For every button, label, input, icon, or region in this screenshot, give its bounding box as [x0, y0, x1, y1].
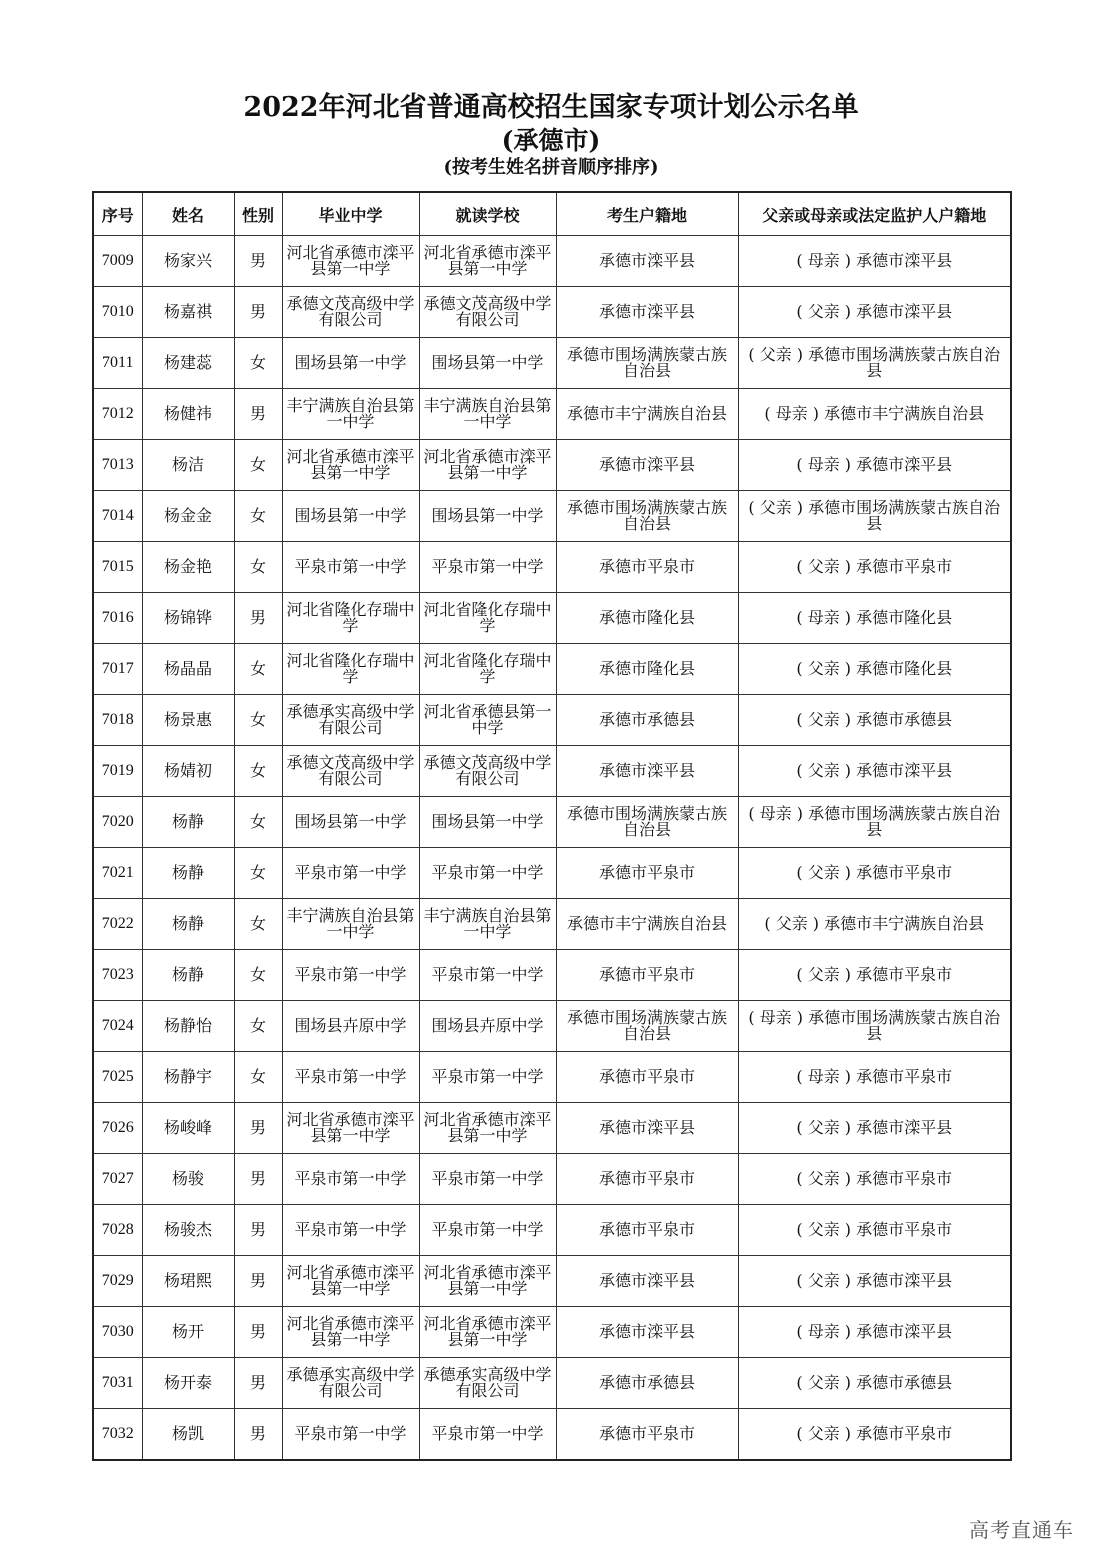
cell-graduated-school: 河北省隆化存瑞中学	[282, 593, 419, 644]
cell-guardian-household: ( 父亲 ) 承德市平泉市	[738, 848, 1011, 899]
table-row	[93, 1052, 1011, 1103]
cell-name: 杨锦铧	[142, 593, 234, 644]
cell-gender: 女	[234, 1001, 282, 1052]
cell-current-school: 丰宁满族自治县第一中学	[419, 389, 556, 440]
cell-graduated-school: 承德文茂高级中学有限公司	[282, 287, 419, 338]
table-row	[93, 848, 1011, 899]
cell-household: 承德市平泉市	[556, 1205, 738, 1256]
table-header-row	[93, 192, 1011, 236]
cell-guardian-household: ( 父亲 ) 承德市平泉市	[738, 950, 1011, 1001]
col-header-name: 姓名	[142, 192, 234, 236]
cell-graduated-school: 平泉市第一中学	[282, 1052, 419, 1103]
table-row	[93, 593, 1011, 644]
table-row	[93, 236, 1011, 287]
table-row	[93, 644, 1011, 695]
cell-gender: 男	[234, 389, 282, 440]
cell-household: 承德市围场满族蒙古族自治县	[556, 1001, 738, 1052]
table-row	[93, 389, 1011, 440]
cell-guardian-household: ( 父亲 ) 承德市滦平县	[738, 287, 1011, 338]
cell-index: 7018	[93, 695, 142, 746]
cell-name: 杨静	[142, 899, 234, 950]
cell-guardian-household: ( 父亲 ) 承德市滦平县	[738, 1103, 1011, 1154]
cell-household: 承德市丰宁满族自治县	[556, 389, 738, 440]
table-row	[93, 440, 1011, 491]
cell-index: 7032	[93, 1409, 142, 1461]
cell-name: 杨静	[142, 797, 234, 848]
cell-guardian-household: ( 父亲 ) 承德市平泉市	[738, 542, 1011, 593]
cell-current-school: 承德承实高级中学有限公司	[419, 1358, 556, 1409]
watermark-text: 高考直通车	[969, 1518, 1074, 1542]
cell-index: 7029	[93, 1256, 142, 1307]
cell-household: 承德市滦平县	[556, 287, 738, 338]
cell-guardian-household: ( 母亲 ) 承德市平泉市	[738, 1052, 1011, 1103]
table-row	[93, 1358, 1011, 1409]
cell-index: 7031	[93, 1358, 142, 1409]
table-row	[93, 1307, 1011, 1358]
cell-current-school: 平泉市第一中学	[419, 542, 556, 593]
cell-current-school: 丰宁满族自治县第一中学	[419, 899, 556, 950]
cell-guardian-household: ( 父亲 ) 承德市围场满族蒙古族自治县	[738, 491, 1011, 542]
cell-current-school: 围场县第一中学	[419, 491, 556, 542]
cell-guardian-household: ( 母亲 ) 承德市围场满族蒙古族自治县	[738, 1001, 1011, 1052]
cell-current-school: 河北省承德市滦平县第一中学	[419, 1256, 556, 1307]
document-subtitle: (承德市)	[501, 126, 601, 155]
cell-name: 杨金金	[142, 491, 234, 542]
table-row	[93, 1409, 1011, 1461]
cell-current-school: 承德文茂高级中学有限公司	[419, 746, 556, 797]
table-row	[93, 338, 1011, 389]
cell-gender: 男	[234, 1358, 282, 1409]
cell-household: 承德市平泉市	[556, 1052, 738, 1103]
cell-name: 杨凯	[142, 1409, 234, 1461]
col-header-graduated-school: 毕业中学	[282, 192, 419, 236]
cell-gender: 女	[234, 950, 282, 1001]
cell-index: 7023	[93, 950, 142, 1001]
cell-graduated-school: 平泉市第一中学	[282, 1205, 419, 1256]
col-header-index: 序号	[93, 192, 142, 236]
cell-current-school: 河北省承德市滦平县第一中学	[419, 236, 556, 287]
cell-name: 杨建蕊	[142, 338, 234, 389]
cell-index: 7012	[93, 389, 142, 440]
cell-index: 7028	[93, 1205, 142, 1256]
cell-index: 7030	[93, 1307, 142, 1358]
cell-household: 承德市承德县	[556, 1358, 738, 1409]
cell-name: 杨珺熙	[142, 1256, 234, 1307]
cell-guardian-household: ( 母亲 ) 承德市围场满族蒙古族自治县	[738, 797, 1011, 848]
cell-guardian-household: ( 母亲 ) 承德市丰宁满族自治县	[738, 389, 1011, 440]
cell-guardian-household: ( 父亲 ) 承德市平泉市	[738, 1205, 1011, 1256]
cell-gender: 女	[234, 491, 282, 542]
cell-household: 承德市丰宁满族自治县	[556, 899, 738, 950]
col-header-current-school: 就读学校	[419, 192, 556, 236]
cell-gender: 男	[234, 287, 282, 338]
cell-graduated-school: 平泉市第一中学	[282, 542, 419, 593]
cell-index: 7016	[93, 593, 142, 644]
cell-current-school: 平泉市第一中学	[419, 1154, 556, 1205]
cell-graduated-school: 丰宁满族自治县第一中学	[282, 899, 419, 950]
cell-name: 杨骏杰	[142, 1205, 234, 1256]
cell-index: 7027	[93, 1154, 142, 1205]
cell-graduated-school: 河北省承德市滦平县第一中学	[282, 1256, 419, 1307]
cell-gender: 女	[234, 1052, 282, 1103]
cell-household: 承德市隆化县	[556, 593, 738, 644]
table-row	[93, 1154, 1011, 1205]
cell-name: 杨婧初	[142, 746, 234, 797]
cell-name: 杨开	[142, 1307, 234, 1358]
cell-current-school: 河北省承德县第一中学	[419, 695, 556, 746]
cell-name: 杨骏	[142, 1154, 234, 1205]
cell-household: 承德市平泉市	[556, 542, 738, 593]
cell-index: 7013	[93, 440, 142, 491]
cell-graduated-school: 平泉市第一中学	[282, 1409, 419, 1461]
cell-index: 7025	[93, 1052, 142, 1103]
cell-household: 承德市滦平县	[556, 440, 738, 491]
cell-gender: 女	[234, 797, 282, 848]
cell-current-school: 河北省隆化存瑞中学	[419, 644, 556, 695]
cell-gender: 男	[234, 1205, 282, 1256]
table-row	[93, 1103, 1011, 1154]
cell-name: 杨静	[142, 848, 234, 899]
cell-gender: 男	[234, 593, 282, 644]
cell-current-school: 平泉市第一中学	[419, 848, 556, 899]
cell-graduated-school: 围场县第一中学	[282, 797, 419, 848]
cell-index: 7024	[93, 1001, 142, 1052]
table-row	[93, 287, 1011, 338]
cell-household: 承德市滦平县	[556, 746, 738, 797]
col-header-gender: 性别	[234, 192, 282, 236]
cell-guardian-household: ( 父亲 ) 承德市平泉市	[738, 1154, 1011, 1205]
cell-gender: 男	[234, 1103, 282, 1154]
cell-household: 承德市平泉市	[556, 1409, 738, 1461]
cell-household: 承德市滦平县	[556, 1103, 738, 1154]
col-header-guardian-household: 父亲或母亲或法定监护人户籍地	[738, 192, 1011, 236]
cell-name: 杨静宇	[142, 1052, 234, 1103]
cell-household: 承德市围场满族蒙古族自治县	[556, 338, 738, 389]
cell-guardian-household: ( 父亲 ) 承德市承德县	[738, 1358, 1011, 1409]
cell-current-school: 围场县卉原中学	[419, 1001, 556, 1052]
cell-gender: 女	[234, 440, 282, 491]
cell-current-school: 围场县第一中学	[419, 797, 556, 848]
cell-household: 承德市平泉市	[556, 1154, 738, 1205]
cell-graduated-school: 承德文茂高级中学有限公司	[282, 746, 419, 797]
cell-name: 杨家兴	[142, 236, 234, 287]
cell-name: 杨健祎	[142, 389, 234, 440]
table-row	[93, 1001, 1011, 1052]
cell-household: 承德市承德县	[556, 695, 738, 746]
cell-gender: 男	[234, 1409, 282, 1461]
cell-index: 7026	[93, 1103, 142, 1154]
cell-name: 杨洁	[142, 440, 234, 491]
cell-guardian-household: ( 父亲 ) 承德市滦平县	[738, 1256, 1011, 1307]
cell-guardian-household: ( 母亲 ) 承德市滦平县	[738, 236, 1011, 287]
cell-graduated-school: 承德承实高级中学有限公司	[282, 695, 419, 746]
cell-household: 承德市围场满族蒙古族自治县	[556, 797, 738, 848]
cell-index: 7017	[93, 644, 142, 695]
cell-graduated-school: 承德承实高级中学有限公司	[282, 1358, 419, 1409]
cell-graduated-school: 丰宁满族自治县第一中学	[282, 389, 419, 440]
cell-name: 杨晶晶	[142, 644, 234, 695]
cell-guardian-household: ( 母亲 ) 承德市滦平县	[738, 440, 1011, 491]
cell-graduated-school: 围场县卉原中学	[282, 1001, 419, 1052]
table-row	[93, 1256, 1011, 1307]
cell-gender: 女	[234, 695, 282, 746]
roster-table	[92, 191, 1012, 1461]
cell-household: 承德市滦平县	[556, 1256, 738, 1307]
cell-graduated-school: 围场县第一中学	[282, 491, 419, 542]
cell-name: 杨静	[142, 950, 234, 1001]
cell-graduated-school: 河北省承德市滦平县第一中学	[282, 1103, 419, 1154]
cell-index: 7019	[93, 746, 142, 797]
cell-household: 承德市隆化县	[556, 644, 738, 695]
cell-guardian-household: ( 父亲 ) 承德市承德县	[738, 695, 1011, 746]
cell-current-school: 河北省承德市滦平县第一中学	[419, 440, 556, 491]
col-header-household: 考生户籍地	[556, 192, 738, 236]
cell-name: 杨开泰	[142, 1358, 234, 1409]
cell-household: 承德市围场满族蒙古族自治县	[556, 491, 738, 542]
table-row	[93, 491, 1011, 542]
cell-index: 7014	[93, 491, 142, 542]
cell-gender: 男	[234, 1256, 282, 1307]
cell-gender: 女	[234, 338, 282, 389]
cell-index: 7011	[93, 338, 142, 389]
cell-household: 承德市滦平县	[556, 236, 738, 287]
cell-guardian-household: ( 父亲 ) 承德市滦平县	[738, 746, 1011, 797]
cell-name: 杨静怡	[142, 1001, 234, 1052]
cell-index: 7009	[93, 236, 142, 287]
cell-gender: 男	[234, 236, 282, 287]
cell-current-school: 平泉市第一中学	[419, 950, 556, 1001]
cell-gender: 女	[234, 746, 282, 797]
cell-gender: 女	[234, 899, 282, 950]
cell-graduated-school: 平泉市第一中学	[282, 1154, 419, 1205]
table-row	[93, 542, 1011, 593]
cell-gender: 男	[234, 1307, 282, 1358]
cell-name: 杨金艳	[142, 542, 234, 593]
cell-name: 杨景惠	[142, 695, 234, 746]
cell-current-school: 承德文茂高级中学有限公司	[419, 287, 556, 338]
cell-gender: 男	[234, 1154, 282, 1205]
cell-current-school: 平泉市第一中学	[419, 1205, 556, 1256]
table-row	[93, 899, 1011, 950]
cell-household: 承德市平泉市	[556, 848, 738, 899]
cell-guardian-household: ( 父亲 ) 承德市隆化县	[738, 644, 1011, 695]
cell-graduated-school: 平泉市第一中学	[282, 848, 419, 899]
cell-index: 7022	[93, 899, 142, 950]
sort-note: (按考生姓名拼音顺序排序)	[443, 157, 659, 178]
table-row	[93, 950, 1011, 1001]
cell-graduated-school: 河北省承德市滦平县第一中学	[282, 440, 419, 491]
cell-graduated-school: 河北省隆化存瑞中学	[282, 644, 419, 695]
cell-current-school: 围场县第一中学	[419, 338, 556, 389]
cell-current-school: 河北省隆化存瑞中学	[419, 593, 556, 644]
cell-guardian-household: ( 母亲 ) 承德市滦平县	[738, 1307, 1011, 1358]
table-row	[93, 695, 1011, 746]
cell-current-school: 平泉市第一中学	[419, 1052, 556, 1103]
cell-household: 承德市滦平县	[556, 1307, 738, 1358]
cell-graduated-school: 平泉市第一中学	[282, 950, 419, 1001]
cell-index: 7020	[93, 797, 142, 848]
cell-name: 杨峻峰	[142, 1103, 234, 1154]
cell-gender: 女	[234, 644, 282, 695]
cell-current-school: 河北省承德市滦平县第一中学	[419, 1103, 556, 1154]
table-row	[93, 1205, 1011, 1256]
cell-guardian-household: ( 父亲 ) 承德市围场满族蒙古族自治县	[738, 338, 1011, 389]
cell-graduated-school: 河北省承德市滦平县第一中学	[282, 236, 419, 287]
document-title: 2022年河北省普通高校招生国家专项计划公示名单	[243, 92, 859, 123]
cell-guardian-household: ( 父亲 ) 承德市丰宁满族自治县	[738, 899, 1011, 950]
cell-gender: 女	[234, 542, 282, 593]
cell-guardian-household: ( 父亲 ) 承德市平泉市	[738, 1409, 1011, 1461]
cell-index: 7010	[93, 287, 142, 338]
cell-household: 承德市平泉市	[556, 950, 738, 1001]
table-row	[93, 797, 1011, 848]
cell-index: 7021	[93, 848, 142, 899]
cell-current-school: 平泉市第一中学	[419, 1409, 556, 1461]
cell-name: 杨嘉祺	[142, 287, 234, 338]
cell-graduated-school: 河北省承德市滦平县第一中学	[282, 1307, 419, 1358]
cell-gender: 女	[234, 848, 282, 899]
table-row	[93, 746, 1011, 797]
cell-index: 7015	[93, 542, 142, 593]
cell-graduated-school: 围场县第一中学	[282, 338, 419, 389]
cell-guardian-household: ( 母亲 ) 承德市隆化县	[738, 593, 1011, 644]
cell-current-school: 河北省承德市滦平县第一中学	[419, 1307, 556, 1358]
